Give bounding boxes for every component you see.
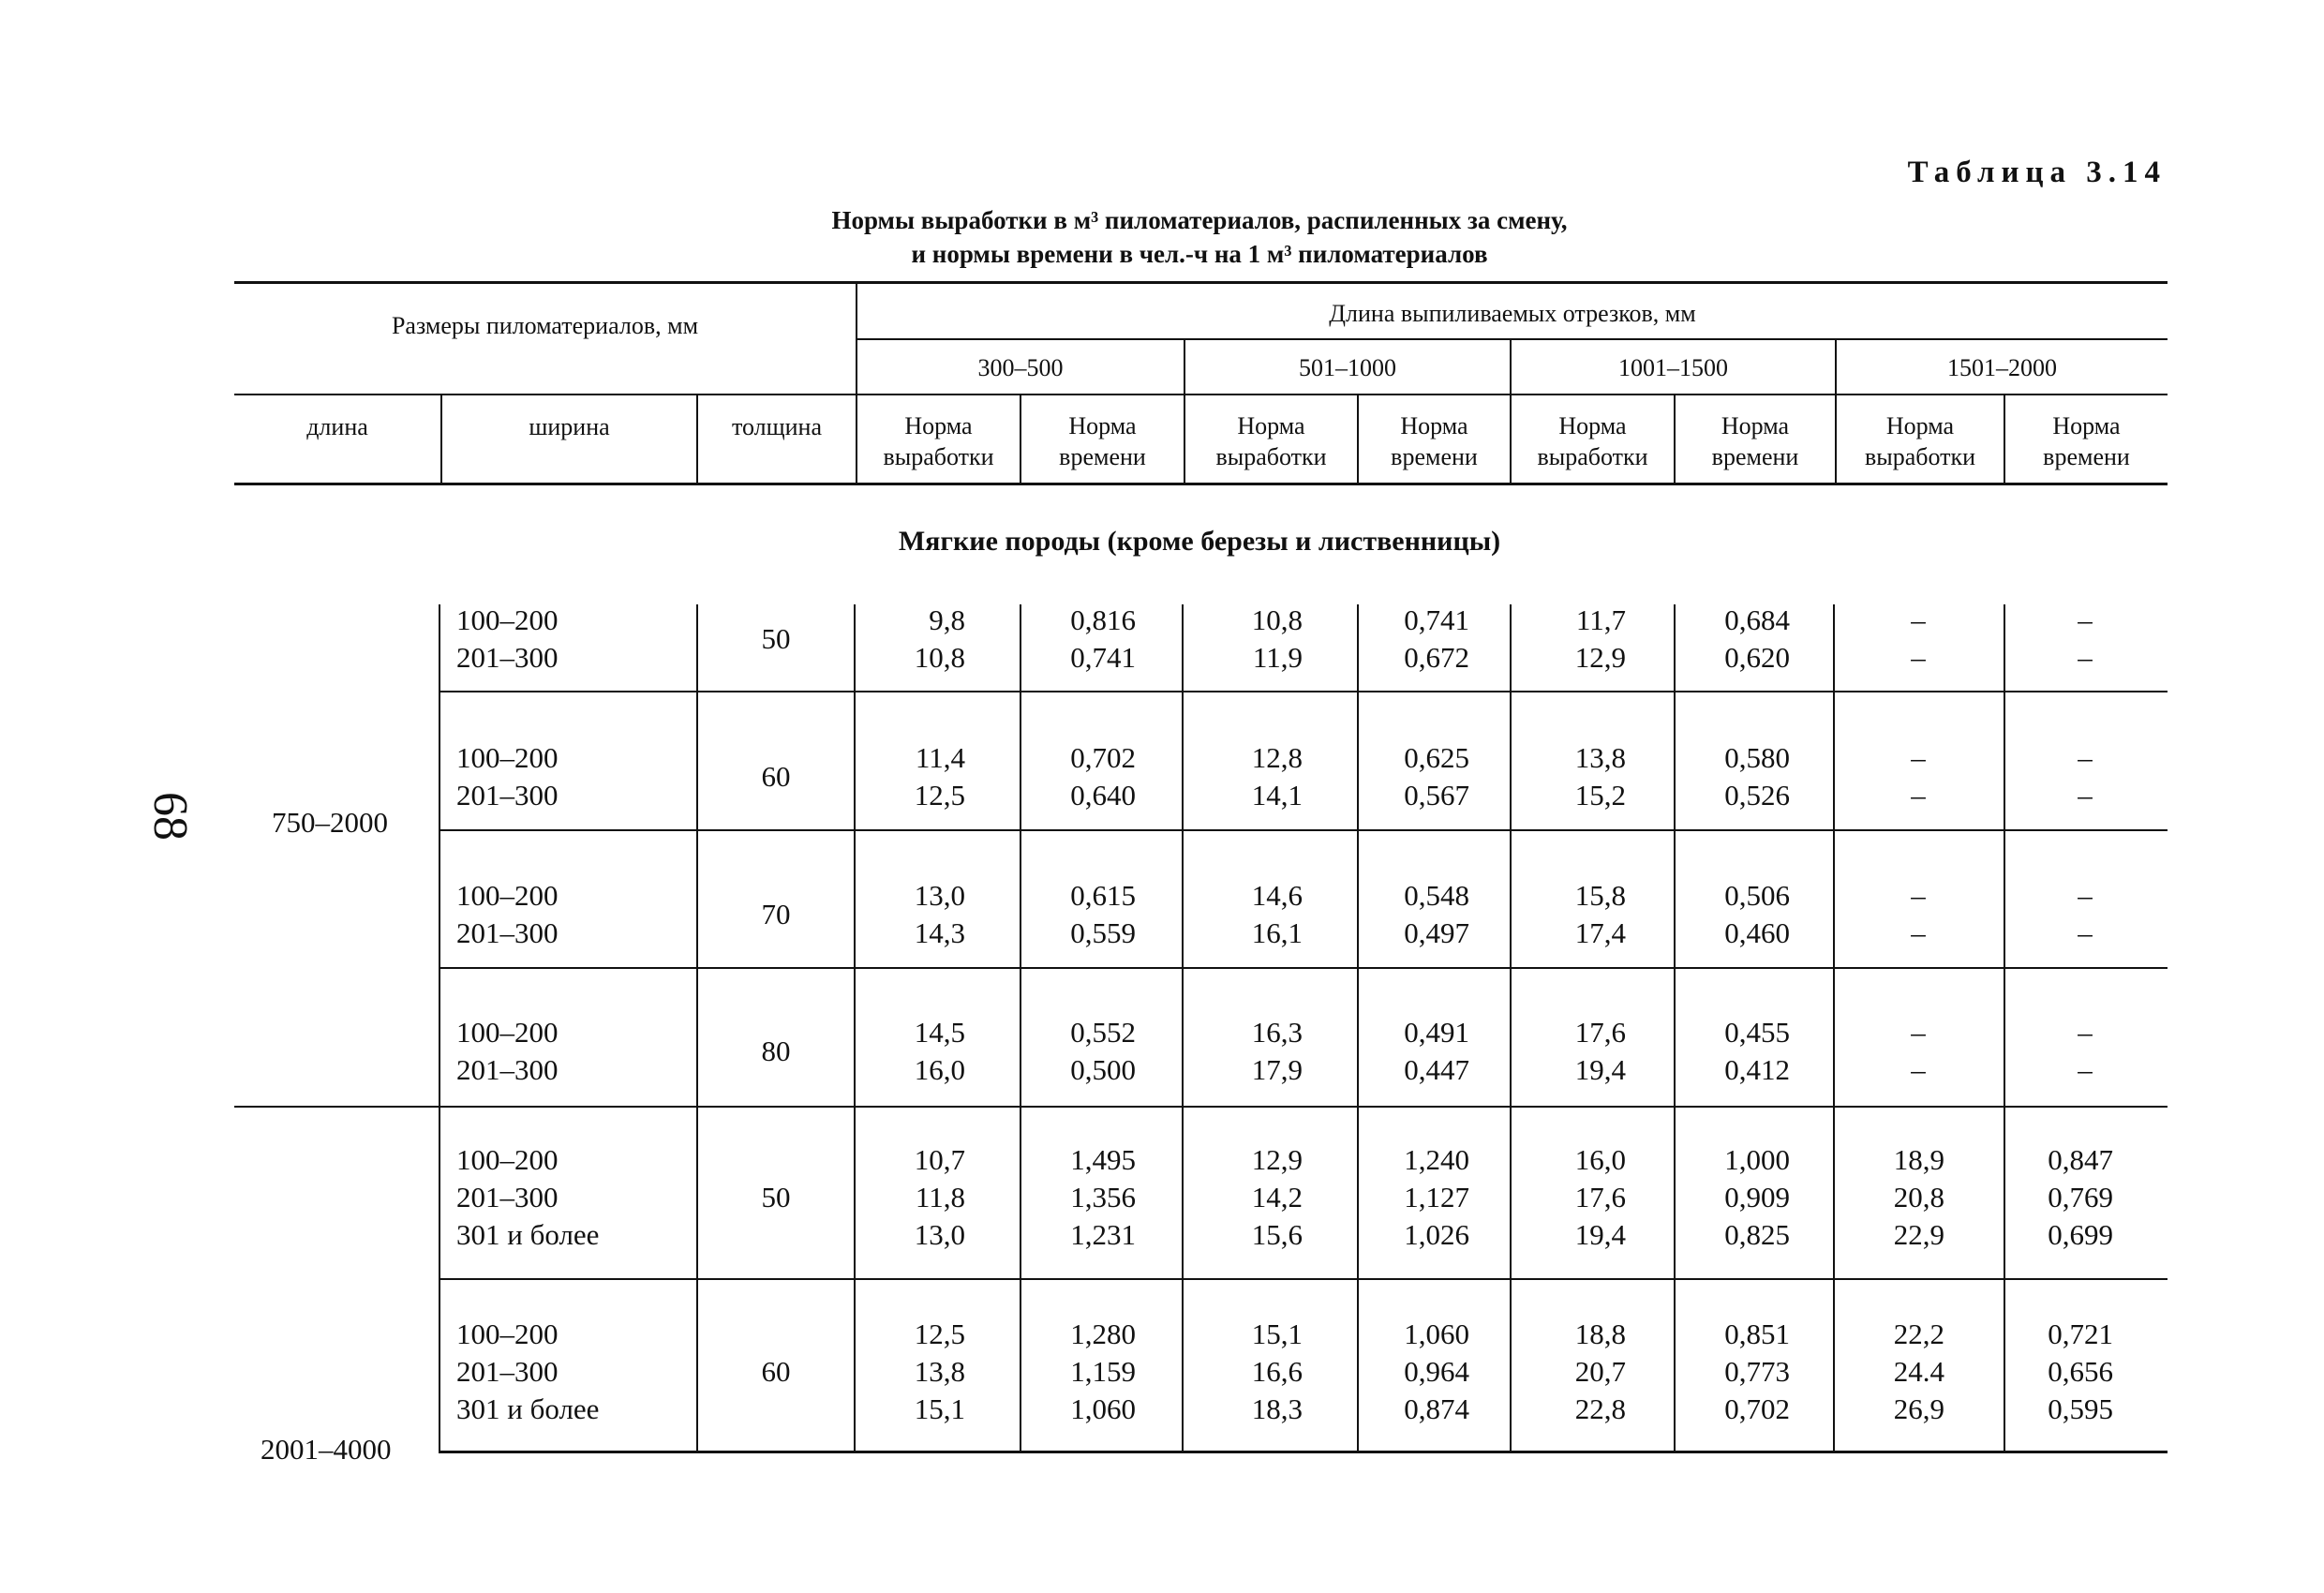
norm-time-cell: 0,625 [1404,741,1469,774]
norm-time-cell: 0,741 [1404,603,1469,636]
norm-time-cell: 1,060 [1070,1392,1136,1425]
norm-output-cell: 16,0 [1574,1143,1626,1176]
empty-value-cell: – [1911,741,1926,774]
body-vline [439,604,440,1452]
empty-value-cell: – [1911,916,1926,949]
norm-output-cell: 15,6 [1251,1218,1303,1251]
thickness-cell: 60 [761,760,791,793]
section-title: Мягкие породы (кроме березы и лиственницы) [898,526,1501,557]
norm-output-cell: 9,8 [929,603,965,636]
header-norm-line: выработки [883,443,994,470]
norm-output-cell: 12,9 [1574,641,1626,674]
norm-time-cell: 0,684 [1724,603,1790,636]
norm-time-cell: 0,460 [1724,916,1790,949]
norm-output-cell: 17,9 [1251,1053,1303,1086]
header-norm-line: времени [1059,443,1146,470]
header-norm-line: Норма [1885,412,1955,439]
norm-output-cell: 20,7 [1574,1355,1626,1388]
norm-output-cell: 11,7 [1575,603,1626,636]
norm-time-cell: 0,500 [1070,1053,1136,1086]
norm-time-cell: 0,702 [1070,741,1136,774]
header-range: 1501–2000 [1947,354,2057,381]
width-cell: 100–200 [456,879,559,912]
width-cell: 201–300 [456,641,559,674]
norm-output-cell: 12,5 [914,1318,965,1350]
norm-output-cell: 19,4 [1574,1053,1626,1086]
group-length-label: 2001–4000 [261,1433,392,1466]
norm-output-cell: 22,9 [1893,1218,1944,1251]
table-label: Таблица 3.14 [1907,156,2167,189]
norm-output-cell: 16,1 [1251,916,1303,949]
header-norm-line: выработки [1215,443,1327,470]
norm-output-cell: 18,3 [1251,1392,1303,1425]
norm-time-cell: 0,559 [1070,916,1136,949]
empty-value-cell: – [1911,1053,1926,1086]
header-vline [440,394,442,485]
norm-output-cell: 19,4 [1574,1218,1626,1251]
norm-time-cell: 0,491 [1404,1016,1469,1049]
empty-value-cell: – [1911,641,1926,674]
norm-time-cell: 1,000 [1724,1143,1790,1176]
empty-value-cell: – [2078,879,2093,912]
norm-output-cell: 15,1 [914,1392,965,1425]
header-norm-output [1837,410,2004,472]
header-norm-line: выработки [1537,443,1648,470]
width-cell: 301 и более [456,1392,600,1425]
table-caption-line1: Нормы выработки в м³ пиломатериалов, распиленных за смену, [831,206,1568,234]
header-norm-time [2005,410,2168,472]
header-norm-output [1512,410,1674,472]
width-cell: 100–200 [456,1016,559,1049]
empty-value-cell: – [1911,603,1926,636]
empty-value-cell: – [1911,1016,1926,1049]
norm-time-cell: 1,159 [1070,1355,1136,1388]
norm-output-cell: 14,6 [1251,879,1303,912]
norm-time-cell: 0,825 [1724,1218,1790,1251]
norm-output-cell: 20,8 [1893,1181,1944,1213]
header-norm-line: времени [2043,443,2130,470]
header-norm-line: Норма [1558,412,1627,439]
norm-time-cell: 1,231 [1070,1218,1136,1251]
norm-output-cell: 13,0 [914,879,965,912]
norm-time-cell: 0,526 [1724,779,1790,811]
norm-output-cell: 14,2 [1251,1181,1303,1213]
width-cell: 100–200 [456,1318,559,1350]
width-cell: 201–300 [456,1053,559,1086]
norm-output-cell: 16,3 [1251,1016,1303,1049]
width-cell: 201–300 [456,916,559,949]
norm-time-cell: 0,847 [2048,1143,2113,1176]
norm-time-cell: 0,447 [1404,1053,1469,1086]
thickness-cell: 50 [761,1181,791,1213]
header-range: 300–500 [977,354,1064,381]
norm-time-cell: 1,240 [1404,1143,1469,1176]
norm-output-cell: 10,7 [914,1143,965,1176]
norm-time-cell: 0,656 [2048,1355,2113,1388]
norm-output-cell: 12,8 [1251,741,1303,774]
empty-value-cell: – [2078,916,2093,949]
table-caption-line2: и нормы времени в чел.-ч на 1 м³ пиломатериалов [911,240,1488,268]
table-top-rule [234,281,2168,284]
norm-output-cell: 14,1 [1251,779,1303,811]
norm-output-cell: 14,5 [914,1016,965,1049]
norm-output-cell: 11,4 [915,741,965,774]
empty-value-cell: – [1911,779,1926,811]
header-range: 501–1000 [1299,354,1396,381]
empty-value-cell: – [2078,641,2093,674]
norm-output-cell: 11,9 [1252,641,1303,674]
norm-output-cell: 17,4 [1574,916,1626,949]
norm-time-cell: 0,580 [1724,741,1790,774]
norm-time-cell: 0,741 [1070,641,1136,674]
norm-output-cell: 18,9 [1893,1143,1944,1176]
header-norm-line: Норма [1721,412,1790,439]
empty-value-cell: – [2078,741,2093,774]
group-length-label: 750–2000 [272,806,388,839]
norm-time-cell: 0,455 [1724,1016,1790,1049]
body-vline [696,604,698,1452]
norm-output-cell: 11,8 [915,1181,965,1213]
norm-time-cell: 0,497 [1404,916,1469,949]
header-vline [696,394,698,485]
empty-value-cell: – [2078,1016,2093,1049]
norm-output-cell: 26,9 [1893,1392,1944,1425]
norm-output-cell: 12,5 [914,779,965,811]
norm-time-cell: 0,964 [1404,1355,1469,1388]
thickness-cell: 50 [761,622,791,655]
norm-time-cell: 0,699 [2048,1218,2113,1251]
norm-time-cell: 0,567 [1404,779,1469,811]
norm-time-cell: 0,773 [1724,1355,1790,1388]
header-col-width: ширина [529,413,610,440]
norm-time-cell: 0,702 [1724,1392,1790,1425]
header-norm-line: выработки [1864,443,1976,470]
width-cell: 100–200 [456,741,559,774]
norm-time-cell: 0,769 [2048,1181,2113,1213]
width-cell: 301 и более [456,1218,600,1251]
width-cell: 201–300 [456,779,559,811]
width-cell: 201–300 [456,1181,559,1213]
page-number: 68 [143,792,197,841]
header-col-thickness: толщина [731,413,823,440]
norm-time-cell: 1,280 [1070,1318,1136,1350]
header-norm-output [1185,410,1357,472]
header-norm-time [1676,410,1835,472]
group-rule [234,1106,2168,1108]
norm-output-cell: 17,6 [1574,1016,1626,1049]
norm-output-cell: 12,9 [1251,1143,1303,1176]
header-norm-output [857,410,1020,472]
norm-time-cell: 1,026 [1404,1218,1469,1251]
norm-output-cell: 13,0 [914,1218,965,1251]
norm-time-cell: 1,127 [1404,1181,1469,1213]
norm-output-cell: 16,0 [914,1053,965,1086]
norm-time-cell: 0,506 [1724,879,1790,912]
norm-time-cell: 0,640 [1070,779,1136,811]
thickness-cell: 70 [761,898,791,930]
header-rule-2 [234,394,2168,395]
norm-time-cell: 0,552 [1070,1016,1136,1049]
width-cell: 201–300 [456,1355,559,1388]
header-norm-line: Норма [1237,412,1305,439]
header-norm-time [1021,410,1184,472]
header-norm-line: времени [1711,443,1799,470]
header-rule-1 [857,338,2168,340]
norm-output-cell: 13,8 [914,1355,965,1388]
norm-output-cell: 22,8 [1574,1392,1626,1425]
empty-value-cell: – [2078,1053,2093,1086]
norm-time-cell: 0,548 [1404,879,1469,912]
empty-value-cell: – [1911,879,1926,912]
norm-time-cell: 1,060 [1404,1318,1469,1350]
norm-time-cell: 0,816 [1070,603,1136,636]
norm-time-cell: 0,874 [1404,1392,1469,1425]
header-col-length: длина [306,413,368,440]
empty-value-cell: – [2078,779,2093,811]
norm-time-cell: 1,356 [1070,1181,1136,1213]
norm-time-cell: 0,615 [1070,879,1136,912]
norm-output-cell: 14,3 [914,916,965,949]
norm-time-cell: 0,620 [1724,641,1790,674]
header-norm-line: времени [1391,443,1478,470]
empty-value-cell: – [2078,603,2093,636]
thickness-cell: 80 [761,1035,791,1067]
header-bottom-rule [234,483,2168,485]
norm-time-cell: 0,851 [1724,1318,1790,1350]
width-cell: 100–200 [456,603,559,636]
norm-output-cell: 15,1 [1251,1318,1303,1350]
header-norm-line: Норма [2052,412,2121,439]
norm-output-cell: 24.4 [1893,1355,1944,1388]
norm-time-cell: 0,595 [2048,1392,2113,1425]
header-norm-line: Норма [1400,412,1468,439]
width-cell: 100–200 [456,1143,559,1176]
norm-output-cell: 22,2 [1893,1318,1944,1350]
norm-output-cell: 18,8 [1574,1318,1626,1350]
norm-time-cell: 0,412 [1724,1053,1790,1086]
norm-time-cell: 0,721 [2048,1318,2113,1350]
header-range: 1001–1500 [1618,354,1728,381]
header-sizes-group: Размеры пиломатериалов, мм [391,312,699,339]
norm-time-cell: 0,672 [1404,641,1469,674]
thickness-cell: 60 [761,1355,791,1388]
header-norm-line: Норма [904,412,973,439]
header-lengths-group: Длина выпиливаемых отрезков, мм [1329,300,1696,327]
norm-output-cell: 16,6 [1251,1355,1303,1388]
norm-output-cell: 15,2 [1574,779,1626,811]
norm-time-cell: 1,495 [1070,1143,1136,1176]
norm-output-cell: 10,8 [1251,603,1303,636]
norm-output-cell: 10,8 [914,641,965,674]
header-norm-time [1359,410,1510,472]
norm-output-cell: 15,8 [1574,879,1626,912]
norm-output-cell: 13,8 [1574,741,1626,774]
norm-output-cell: 17,6 [1574,1181,1626,1213]
norm-time-cell: 0,909 [1724,1181,1790,1213]
header-norm-line: Норма [1068,412,1137,439]
